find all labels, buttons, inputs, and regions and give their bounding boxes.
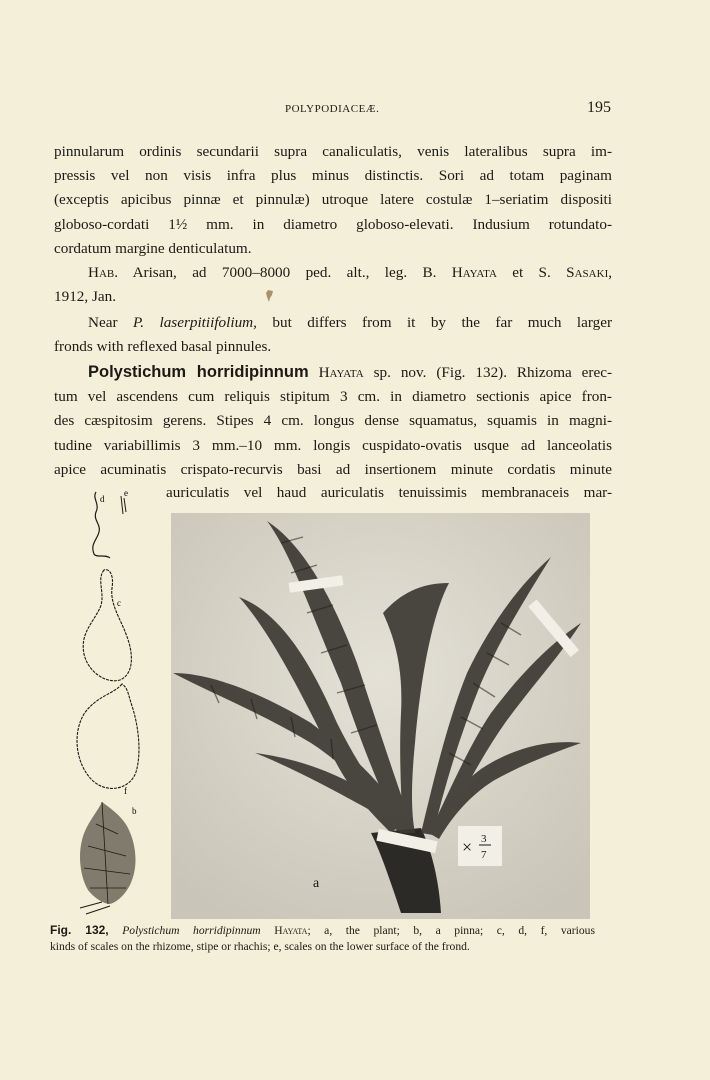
note-text: Near <box>88 314 118 331</box>
species-author: Hayata <box>318 364 364 381</box>
text-line: (exceptis apicibus pinnæ et pinnulæ) utroque latere costulæ 1–seriatim dispositi <box>54 191 612 209</box>
text-line <box>54 360 612 385</box>
text-line: tudine variabillimis 3 mm.–10 mm. longis cuspidato-ovatis usque ad lanceolatis <box>54 436 612 454</box>
text-line <box>54 311 612 335</box>
text-line: globoso-cordati 1½ mm. in diametro globoso-elevati. Indusium rotundato- <box>54 215 612 233</box>
text-line: des cæspitosim gerens. Stipes 4 cm. longus dense squamatus, squamis in magni- <box>54 412 612 430</box>
figure-caption <box>50 922 595 955</box>
habitat-label: Hab. <box>88 264 119 281</box>
caption-line: kinds of scales on the rhizome, stipe or rhachis; e, scales on the lower surface of the frond. <box>50 940 470 953</box>
text-line: fronds with reflexed basal pinnules. <box>54 338 272 356</box>
text-line: auriculatis vel haud auriculatis tenuissimis membranaceis mar- <box>166 484 612 501</box>
note-paragraph <box>54 311 612 359</box>
label-d: d <box>100 494 105 504</box>
label-b: b <box>132 806 137 816</box>
text-line: cordatum margine denticulatum. <box>54 239 252 257</box>
label-e: e <box>124 488 128 498</box>
text-line: 1912, Jan. <box>54 288 117 306</box>
label-c: c <box>117 598 121 608</box>
caption-line <box>50 922 595 939</box>
scale-drawings <box>66 484 146 920</box>
text-line: pressis vel non visis infra plus minus distinctis. Sori ad totam paginam <box>54 167 612 185</box>
caption-author: Hayata <box>274 924 308 937</box>
text-line <box>54 261 612 285</box>
text-line: pinnularum ordinis secundarii supra canaliculatis, venis lateralibus supra im- <box>54 143 612 160</box>
species-ref: P. laserpitiifolium, <box>132 314 257 331</box>
plant-photograph <box>171 513 590 919</box>
figure-number: Fig. 132, <box>50 923 109 937</box>
scale-mark: × <box>462 837 473 857</box>
running-head: POLYPODIACEÆ. <box>285 103 380 115</box>
collector-name: Sasaki, <box>566 264 613 281</box>
label-a: a <box>313 876 320 891</box>
habitat-paragraph <box>54 261 612 309</box>
habitat-text: Arisan, ad 7000–8000 ped. alt., leg. B. <box>132 264 437 281</box>
text-line: apice acuminatis crispato-recurvis basi ad insertionem minute cordatis minute <box>54 460 612 478</box>
ink-smudge <box>265 289 275 303</box>
scale-numerator: 3 <box>481 833 487 845</box>
fern-specimen <box>171 513 590 919</box>
text-line: tum vel ascendens cum reliquis stipitum 3 cm. in diametro sectionis apice fron- <box>54 388 612 406</box>
species-description <box>54 360 612 482</box>
collector-name: Hayata <box>451 264 497 281</box>
caption-text: ; a, the plant; b, a pinna; c, d, f, various <box>307 924 595 937</box>
note-text: but differs from it by the far much larger <box>272 314 613 331</box>
paragraph-continuation <box>54 140 612 261</box>
species-heading: Polystichum horridipinnum <box>88 363 309 381</box>
page-number: 195 <box>587 99 611 116</box>
desc-text: sp. nov. (Fig. 132). Rhizoma erec- <box>373 364 613 381</box>
habitat-text: et S. <box>512 264 551 281</box>
label-f: f <box>124 786 127 796</box>
caption-species: Polystichum horridipinnum <box>122 924 261 937</box>
scale-denominator: 7 <box>481 849 487 861</box>
